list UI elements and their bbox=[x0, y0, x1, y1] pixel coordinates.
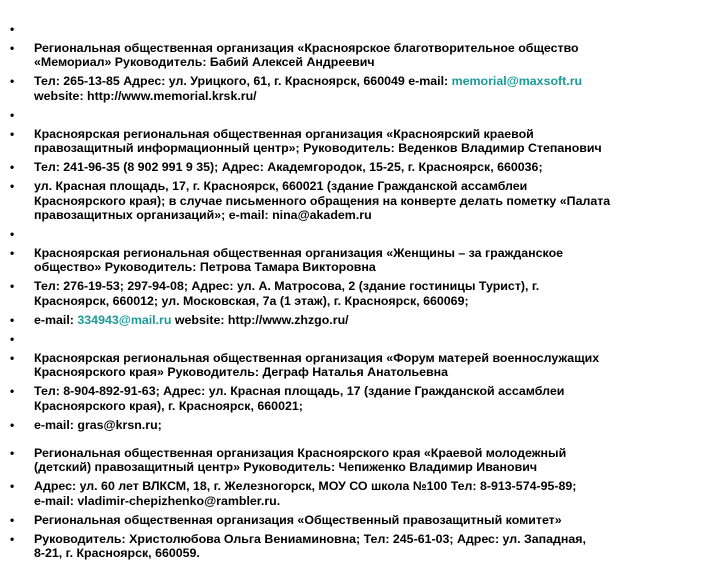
list-item bbox=[10, 332, 700, 346]
item-text-line: Красноярского края); в случае письменного обращения на конверте делать пометку «Палата bbox=[34, 193, 611, 208]
bullet-icon: • bbox=[10, 227, 15, 241]
list-item bbox=[10, 351, 700, 380]
list-item bbox=[10, 532, 700, 561]
item-text-line: Региональная общественная организация «Красноярское благотворительное общество bbox=[34, 40, 579, 55]
item-text-line: Тел: 276-19-53; 297-94-08; Адрес: ул. А. Матросова, 2 (здание гостиницы Турист), г. bbox=[34, 279, 540, 294]
bullet-icon: • bbox=[10, 531, 15, 546]
item-text-line: правозащитный информационный центр»; Руководитель: Веденков Владимир Степанович bbox=[34, 141, 602, 156]
list-item bbox=[10, 279, 700, 308]
item-text-line: Красноярского края), г. Красноярск, 660021; bbox=[34, 398, 303, 413]
item-text-line: Тел: 8-904-892-91-63; Адрес: ул. Красная площадь, 17 (здание Гражданской ассамблеи bbox=[34, 384, 565, 399]
list-item bbox=[10, 313, 700, 327]
item-text-line: ул. Красная площадь, 17, г. Красноярск, 660021 (здание Гражданской ассамблеи bbox=[34, 179, 528, 194]
item-text-line: общество» Руководитель: Петрова Тамара Викторовна bbox=[34, 260, 376, 275]
bullet-icon: • bbox=[10, 126, 15, 141]
item-text-line: (детский) правозащитный центр» Руководитель: Чепиженко Владимир Иванович bbox=[34, 460, 538, 475]
item-text-line: Тел: 241-96-35 (8 902 991 9 35); Адрес: Академгородок, 15-25, г. Красноярск, 660036; bbox=[34, 160, 543, 175]
item-text-line: «Мемориал» Руководитель: Бабий Алексей Андреевич bbox=[34, 55, 375, 70]
bullet-icon: • bbox=[10, 40, 15, 55]
item-text: e-mail: bbox=[34, 312, 78, 327]
bullet-icon: • bbox=[10, 384, 15, 399]
list-item bbox=[10, 179, 700, 222]
bullet-icon: • bbox=[10, 312, 15, 327]
list-item bbox=[10, 513, 700, 527]
item-text-line: Адрес: ул. 60 лет ВЛКСМ, 18, г. Железногорск, МОУ СО школа №100 Тел: 8-913-574-95-89; bbox=[34, 479, 577, 494]
bullet-icon: • bbox=[10, 446, 15, 460]
item-text-line: Региональная общественная организация «Общественный правозащитный комитет» bbox=[34, 512, 562, 527]
item-text-line: e-mail: vladimir-chepizhenko@rambler.ru. bbox=[34, 493, 281, 508]
bullet-icon: • bbox=[10, 350, 15, 365]
bullet-list bbox=[10, 22, 700, 565]
bullet-icon: • bbox=[10, 22, 15, 36]
item-text-line: Красноярская региональная общественная организация «Красноярский краевой bbox=[34, 126, 534, 141]
list-item bbox=[10, 160, 700, 174]
list-item bbox=[10, 41, 700, 70]
item-text: website: http://www.memorial.krsk.ru/ bbox=[34, 88, 257, 103]
item-text-line: правозащитных организаций»; e-mail: nina@akadem.ru bbox=[34, 208, 372, 222]
list-item bbox=[10, 479, 700, 508]
item-text-line: Красноярск, 660012; ул. Московская, 7а (1 этаж), г. Красноярск, 660069; bbox=[34, 293, 469, 308]
bullet-icon: • bbox=[10, 245, 15, 260]
bullet-icon: • bbox=[10, 417, 15, 432]
email-link[interactable]: 334943@mail.ru bbox=[77, 312, 172, 327]
list-item bbox=[10, 384, 700, 413]
list-item bbox=[10, 418, 700, 432]
bullet-icon: • bbox=[10, 74, 15, 89]
bullet-icon: • bbox=[10, 279, 15, 294]
email-link[interactable]: memorial@maxsoft.ru bbox=[451, 74, 583, 89]
item-text: website: http://www.zhzgo.ru/ bbox=[171, 312, 349, 327]
list-item bbox=[10, 74, 700, 103]
item-text-line: Красноярская региональная общественная организация «Женщины – за гражданское bbox=[34, 245, 564, 260]
item-text-line: Руководитель: Христолюбова Ольга Вениаминовна; Тел: 245-61-03; Адрес: ул. Западная, bbox=[34, 531, 586, 546]
bullet-icon: • bbox=[10, 479, 15, 494]
bullet-icon: • bbox=[10, 107, 15, 122]
item-text-line: Региональная общественная организация Красноярского края «Краевой молодежный bbox=[34, 446, 567, 460]
bullet-icon: • bbox=[10, 512, 15, 527]
item-text-line: Красноярская региональная общественная организация «Форум матерей военнослужащих bbox=[34, 350, 600, 365]
list-item bbox=[10, 446, 700, 475]
bullet-icon: • bbox=[10, 331, 15, 346]
item-text-line: Красноярского края» Руководитель: Деграф Наталья Анатольевна bbox=[34, 365, 449, 380]
bullet-icon: • bbox=[10, 160, 15, 175]
list-item bbox=[10, 22, 700, 36]
item-text-line: 8-21, г. Красноярск, 660059. bbox=[34, 546, 200, 561]
item-text-line: e-mail: gras@krsn.ru; bbox=[34, 417, 162, 432]
list-item bbox=[10, 108, 700, 122]
list-item bbox=[10, 227, 700, 241]
bullet-icon: • bbox=[10, 179, 15, 194]
list-item bbox=[10, 246, 700, 275]
item-text: Тел: 265-13-85 Адрес: ул. Урицкого, 61, г. Красноярск, 660049 e-mail: bbox=[34, 74, 452, 89]
list-item bbox=[10, 127, 700, 156]
